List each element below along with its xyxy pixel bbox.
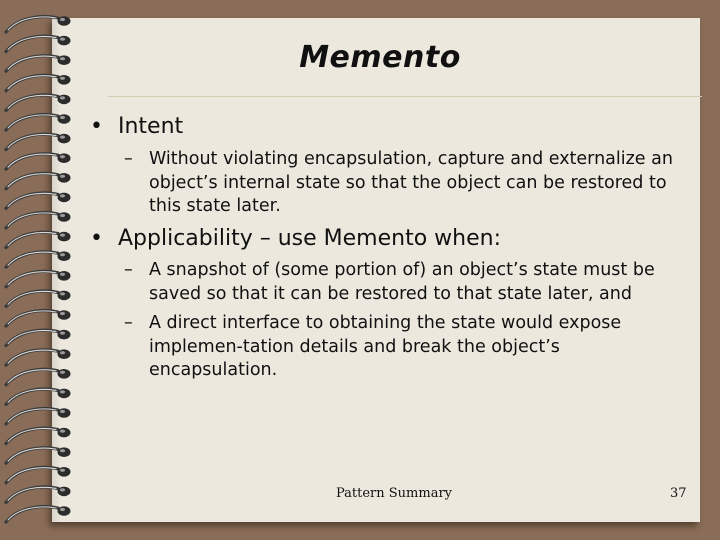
binding-ring bbox=[6, 487, 71, 503]
binding-ring bbox=[6, 153, 71, 169]
binding-ring bbox=[6, 271, 71, 287]
binding-ring bbox=[6, 467, 71, 483]
binding-ring bbox=[6, 212, 71, 228]
binding-ring bbox=[6, 330, 71, 346]
footer-label: Pattern Summary bbox=[336, 486, 453, 501]
sub-bullet-applicability-1: – A snapshot of (some portion of) an object’s state must be saved so that it can be restored to that state later, and bbox=[149, 259, 684, 306]
sub-bullet-intent-1: – Without violating encapsulation, capture and externalize an object’s internal state so that the object can be restored to this state later. bbox=[149, 148, 684, 219]
bullet-applicability: • Applicability – use Memento when: bbox=[118, 226, 501, 251]
binding-ring bbox=[6, 193, 71, 209]
binding-ring bbox=[6, 251, 71, 267]
binding-ring bbox=[6, 428, 71, 444]
title-divider bbox=[108, 96, 702, 97]
binding-ring bbox=[6, 232, 71, 248]
bullet-intent: • Intent bbox=[118, 114, 183, 139]
binding-ring bbox=[6, 447, 71, 463]
binding-ring bbox=[6, 506, 71, 522]
page-number: 37 bbox=[670, 486, 687, 501]
binding-ring bbox=[6, 114, 71, 130]
binding-ring bbox=[6, 408, 71, 424]
binding-ring bbox=[6, 369, 71, 385]
sub-bullet-applicability-2: – A direct interface to obtaining the state would expose implemen-tation details and break the object’s encapsulation. bbox=[149, 312, 684, 383]
binding-ring bbox=[6, 173, 71, 189]
binding-ring bbox=[6, 310, 71, 326]
spiral-binding bbox=[0, 0, 95, 540]
binding-ring bbox=[6, 134, 71, 150]
binding-ring bbox=[6, 75, 71, 91]
binding-ring bbox=[6, 95, 71, 111]
binding-ring bbox=[6, 349, 71, 365]
binding-ring bbox=[6, 16, 71, 32]
binding-ring bbox=[6, 291, 71, 307]
binding-ring bbox=[6, 389, 71, 405]
slide-title: Memento bbox=[299, 40, 461, 75]
